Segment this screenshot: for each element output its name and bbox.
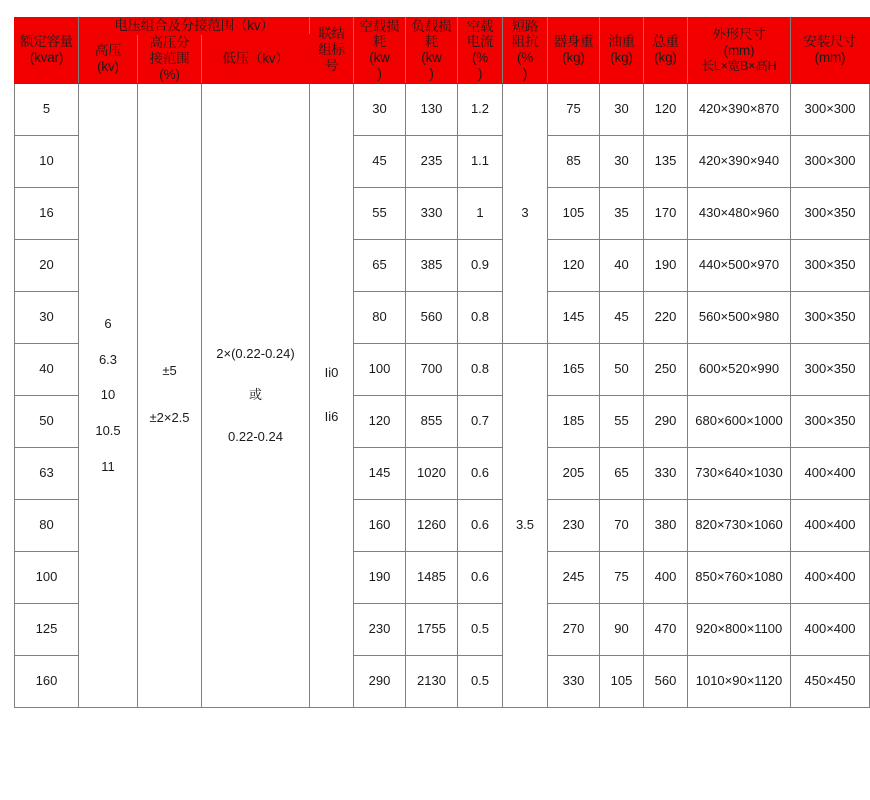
cell-oil-weight: 30 (600, 83, 644, 135)
header-no-load-loss-line1: 空载损 (359, 18, 400, 34)
cell-body-weight: 145 (548, 291, 600, 343)
cell-connection-group-value-0: Ii0 (324, 365, 339, 380)
header-load-loss-line3: (kw (421, 50, 442, 66)
cell-no-load-current: 0.8 (458, 291, 503, 343)
cell-lv-voltages-value-2: 0.22-0.24 (228, 428, 283, 444)
header-no-load-current-line3: (% (471, 50, 489, 66)
cell-no-load-loss: 100 (354, 343, 406, 395)
cell-total-weight: 135 (644, 135, 688, 187)
cell-body-weight: 185 (548, 395, 600, 447)
cell-mounting-dims: 400×400 (791, 499, 870, 551)
cell-oil-weight: 40 (600, 239, 644, 291)
cell-total-weight: 220 (644, 291, 688, 343)
cell-body-weight: 205 (548, 447, 600, 499)
cell-capacity: 125 (15, 603, 79, 655)
cell-no-load-current: 0.5 (458, 655, 503, 707)
header-total-weight-line2: (kg) (654, 50, 677, 66)
cell-body-weight: 230 (548, 499, 600, 551)
cell-no-load-loss: 80 (354, 291, 406, 343)
cell-no-load-current: 0.8 (458, 343, 503, 395)
cell-no-load-current: 0.9 (458, 239, 503, 291)
header-body-weight-line1: 器身重 (553, 34, 594, 50)
header-connection-group (310, 18, 354, 84)
cell-total-weight: 290 (644, 395, 688, 447)
cell-load-loss: 330 (406, 187, 458, 239)
cell-no-load-loss: 120 (354, 395, 406, 447)
cell-oil-weight: 90 (600, 603, 644, 655)
cell-hv-voltages-value-4: 11 (101, 458, 115, 474)
cell-no-load-current: 1.1 (458, 135, 503, 187)
header-total-weight (644, 18, 688, 84)
header-load-loss (406, 18, 458, 84)
cell-no-load-current: 0.7 (458, 395, 503, 447)
cell-load-loss: 1755 (406, 603, 458, 655)
cell-body-weight: 120 (548, 239, 600, 291)
cell-mounting-dims: 450×450 (791, 655, 870, 707)
cell-total-weight: 170 (644, 187, 688, 239)
header-mounting-dims (791, 18, 870, 84)
header-no-load-current-line4: ) (477, 66, 483, 82)
header-no-load-loss-line4: ) (377, 66, 382, 82)
cell-body-weight: 165 (548, 343, 600, 395)
cell-mounting-dims: 300×350 (791, 239, 870, 291)
cell-lv-voltages-value-0: 2×(0.22-0.24) (216, 345, 295, 361)
header-capacity-line2: (kvar) (29, 50, 64, 66)
cell-load-loss: 1260 (406, 499, 458, 551)
header-hv-line2: (kv) (97, 58, 119, 74)
cell-no-load-current: 0.6 (458, 499, 503, 551)
cell-no-load-current: 0.6 (458, 551, 503, 603)
cell-outline-dims: 680×600×1000 (688, 395, 791, 447)
cell-body-weight: 330 (548, 655, 600, 707)
header-mounting-dims-line2: (mm) (814, 50, 846, 66)
cell-no-load-loss: 160 (354, 499, 406, 551)
header-hv-tap-line2: 接范围 (149, 50, 190, 66)
cell-no-load-loss: 190 (354, 551, 406, 603)
cell-capacity: 10 (15, 135, 79, 187)
cell-mounting-dims: 400×400 (791, 603, 870, 655)
header-voltage-group: 电压组合及分接范围（kv） (79, 18, 310, 35)
header-row-1 (15, 18, 870, 35)
cell-outline-dims: 440×500×970 (688, 239, 791, 291)
cell-mounting-dims: 300×300 (791, 135, 870, 187)
header-load-loss-line2: 耗 (424, 34, 439, 50)
header-connection-line3: 号 (324, 58, 339, 74)
cell-no-load-loss: 145 (354, 447, 406, 499)
header-hv-tap-range (138, 34, 202, 83)
header-no-load-loss-line3: (kw (369, 50, 390, 66)
header-no-load-current-line2: 电流 (466, 34, 494, 50)
header-hv-tap-line3: (%) (159, 66, 180, 82)
cell-load-loss: 560 (406, 291, 458, 343)
cell-load-loss: 235 (406, 135, 458, 187)
cell-total-weight: 330 (644, 447, 688, 499)
cell-capacity: 20 (15, 239, 79, 291)
cell-oil-weight: 105 (600, 655, 644, 707)
header-load-loss-line1: 负载损 (411, 18, 452, 34)
cell-oil-weight: 65 (600, 447, 644, 499)
cell-hv-voltages-value-2: 10 (100, 387, 116, 403)
cell-capacity: 40 (15, 343, 79, 395)
cell-capacity: 5 (15, 83, 79, 135)
cell-lv-voltages-value-1: 或 (248, 387, 262, 403)
header-oil-weight-line2: (kg) (610, 50, 633, 66)
header-oil-weight (600, 18, 644, 84)
cell-oil-weight: 45 (600, 291, 644, 343)
header-outline-dims (688, 18, 791, 84)
cell-hv-voltages-value-1: 6.3 (98, 351, 118, 367)
cell-outline-dims: 730×640×1030 (688, 447, 791, 499)
cell-load-loss: 700 (406, 343, 458, 395)
header-hv-line1: 高压 (94, 42, 122, 58)
cell-load-loss: 2130 (406, 655, 458, 707)
cell-outline-dims: 560×500×980 (688, 291, 791, 343)
header-no-load-current (458, 18, 503, 84)
cell-oil-weight: 35 (600, 187, 644, 239)
header-hv (79, 34, 138, 83)
cell-hv-voltages (79, 83, 138, 707)
cell-no-load-current: 0.6 (458, 447, 503, 499)
cell-no-load-loss: 45 (354, 135, 406, 187)
cell-outline-dims: 850×760×1080 (688, 551, 791, 603)
cell-mounting-dims: 400×400 (791, 551, 870, 603)
cell-hv-voltages-value-0: 6 (104, 315, 112, 331)
cell-total-weight: 190 (644, 239, 688, 291)
cell-capacity: 16 (15, 187, 79, 239)
cell-capacity: 160 (15, 655, 79, 707)
cell-hv-voltages-value-3: 10.5 (95, 423, 121, 439)
cell-capacity: 30 (15, 291, 79, 343)
cell-load-loss: 130 (406, 83, 458, 135)
header-no-load-loss (354, 18, 406, 84)
cell-no-load-current: 0.5 (458, 603, 503, 655)
cell-connection-group (310, 83, 354, 707)
cell-impedance: 3 (503, 83, 548, 343)
table-row (15, 83, 870, 135)
cell-no-load-loss: 230 (354, 603, 406, 655)
header-impedance-line1: 短路 (511, 18, 539, 34)
cell-mounting-dims: 300×300 (791, 83, 870, 135)
cell-outline-dims: 920×800×1100 (688, 603, 791, 655)
cell-oil-weight: 50 (600, 343, 644, 395)
cell-total-weight: 400 (644, 551, 688, 603)
header-load-loss-line4: ) (429, 66, 434, 82)
cell-total-weight: 250 (644, 343, 688, 395)
header-outline-dims-line3: 长L×宽B×高H (701, 58, 777, 73)
cell-capacity: 63 (15, 447, 79, 499)
cell-hv-tap-range (138, 83, 202, 707)
cell-no-load-loss: 290 (354, 655, 406, 707)
cell-total-weight: 470 (644, 603, 688, 655)
header-outline-dims-line2: (mm) (723, 42, 755, 58)
header-lv: 低压（kv） (202, 34, 310, 83)
cell-load-loss: 1020 (406, 447, 458, 499)
header-no-load-loss-line2: 耗 (372, 34, 387, 50)
cell-outline-dims: 420×390×870 (688, 83, 791, 135)
cell-oil-weight: 70 (600, 499, 644, 551)
cell-oil-weight: 55 (600, 395, 644, 447)
cell-hv-tap-range-value-0: ±5 (162, 363, 177, 379)
cell-no-load-loss: 65 (354, 239, 406, 291)
cell-no-load-loss: 55 (354, 187, 406, 239)
header-no-load-current-line1: 空载 (466, 18, 494, 34)
table-header (15, 18, 870, 84)
cell-hv-tap-range-value-1: ±2×2.5 (149, 410, 190, 426)
cell-impedance: 3.5 (503, 343, 548, 707)
cell-total-weight: 380 (644, 499, 688, 551)
cell-capacity: 50 (15, 395, 79, 447)
cell-mounting-dims: 300×350 (791, 187, 870, 239)
header-impedance-line2: 阻抗 (511, 34, 539, 50)
cell-load-loss: 1485 (406, 551, 458, 603)
header-impedance-line4: ) (522, 66, 528, 82)
header-oil-weight-line1: 油重 (608, 34, 635, 50)
header-connection-line1: 联结 (318, 26, 345, 42)
header-hv-tap-line1: 高压分 (149, 34, 190, 50)
header-capacity-line1: 额定容量 (19, 34, 74, 50)
cell-outline-dims: 420×390×940 (688, 135, 791, 187)
cell-total-weight: 560 (644, 655, 688, 707)
cell-connection-group-value-1: Ii6 (324, 409, 339, 425)
header-impedance-line3: (% (516, 50, 534, 66)
spec-table-container (14, 17, 857, 708)
cell-outline-dims: 430×480×960 (688, 187, 791, 239)
table-body (15, 83, 870, 707)
cell-lv-voltages (202, 83, 310, 707)
header-mounting-dims-line1: 安装尺寸 (803, 34, 857, 50)
header-body-weight-line2: (kg) (562, 50, 585, 66)
cell-no-load-current: 1.2 (458, 83, 503, 135)
cell-body-weight: 75 (548, 83, 600, 135)
cell-body-weight: 85 (548, 135, 600, 187)
header-capacity (15, 18, 79, 84)
cell-oil-weight: 75 (600, 551, 644, 603)
transformer-spec-table (14, 17, 870, 708)
cell-load-loss: 855 (406, 395, 458, 447)
cell-mounting-dims: 400×400 (791, 447, 870, 499)
cell-total-weight: 120 (644, 83, 688, 135)
cell-outline-dims: 600×520×990 (688, 343, 791, 395)
cell-load-loss: 385 (406, 239, 458, 291)
cell-capacity: 80 (15, 499, 79, 551)
cell-oil-weight: 30 (600, 135, 644, 187)
cell-outline-dims: 1010×90×1120 (688, 655, 791, 707)
cell-body-weight: 270 (548, 603, 600, 655)
cell-no-load-loss: 30 (354, 83, 406, 135)
header-outline-dims-line1: 外形尺寸 (712, 27, 766, 43)
header-total-weight-line1: 总重 (652, 34, 679, 50)
cell-outline-dims: 820×730×1060 (688, 499, 791, 551)
cell-body-weight: 245 (548, 551, 600, 603)
header-impedance (503, 18, 548, 84)
cell-no-load-current: 1 (458, 187, 503, 239)
header-connection-line2: 组标 (318, 42, 345, 58)
header-body-weight (548, 18, 600, 84)
cell-capacity: 100 (15, 551, 79, 603)
cell-mounting-dims: 300×350 (791, 395, 870, 447)
cell-mounting-dims: 300×350 (791, 343, 870, 395)
cell-body-weight: 105 (548, 187, 600, 239)
cell-mounting-dims: 300×350 (791, 291, 870, 343)
